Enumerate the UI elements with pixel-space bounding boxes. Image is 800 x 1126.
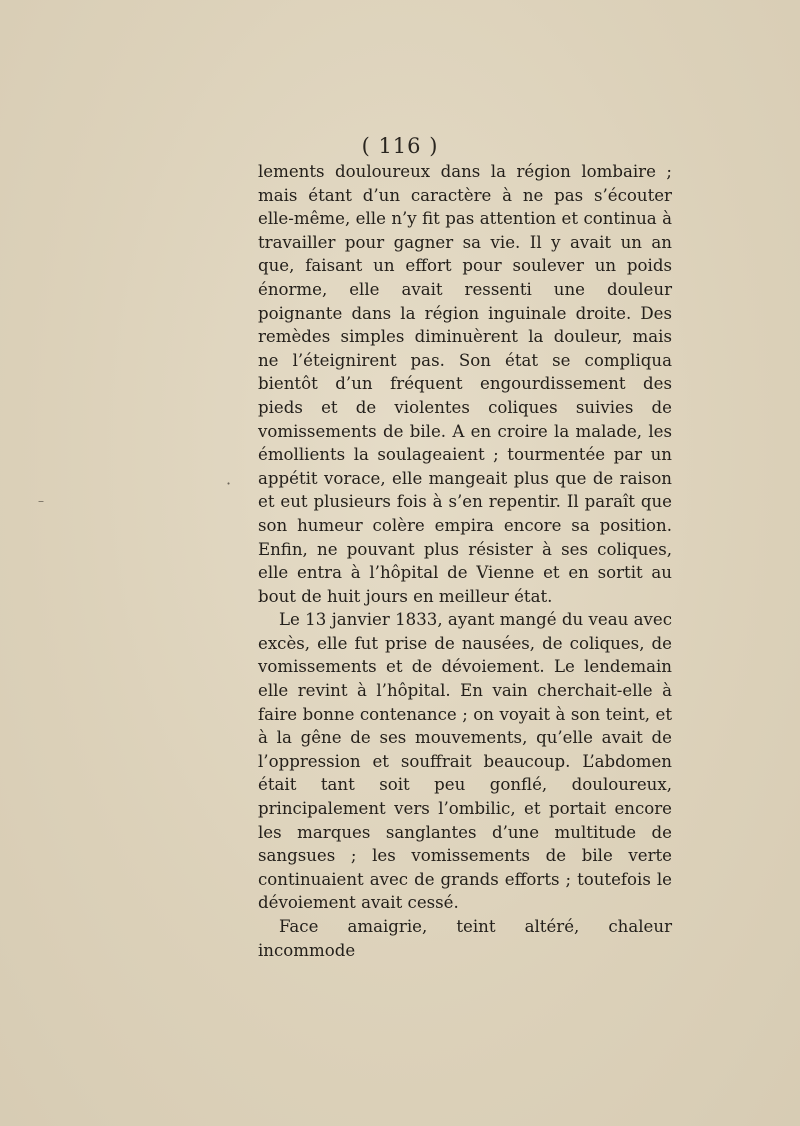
- page-number: ( 116 ): [361, 134, 439, 158]
- body-text: [258, 160, 672, 962]
- paragraph-1: lements douloureux dans la région lombaire ; mais étant d’un caractère à ne pas s’écouter elle-même, elle n’y fit pas attention et continua à travailler pour gagner sa vie. Il y avait un an que, faisant un effort pour soulever un poids énorme, elle avait ressenti une douleur poignante dans la région inguinale droite. Des remèdes simples diminuèrent la douleur, mais ne l’éteignirent pas. Son état se compliqua bientôt d’un fréquent engourdissement des pieds et de violentes coliques suivies de vomissements de bile. A en croire la malade, les émollients la soulageaient ; tourmentée par un appétit vorace, elle mangeait plus que de raison et eut plusieurs fois à s’en repentir. Il paraît que son humeur colère empira encore sa position. Enfin, ne pouvant plus résister à ses coliques, elle entra à l’hôpital de Vienne et en sortit au bout de huit jours en meilleur état.: [258, 162, 672, 606]
- margin-mark-dot: ·: [226, 474, 232, 493]
- paragraph-2: Le 13 janvier 1833, ayant mangé du veau avec excès, elle fut prise de nausées, de coliques, de vomissements et de dévoiement. Le lendemain elle revint à l’hôpital. En vain cherchait-elle à faire bonne contenance ; on voyait à son teint, et à la gêne de ses mouvements, qu’elle avait de l’oppression et souffrait beaucoup. L’abdomen était tant soit peu gonflé, douloureux, principalement vers l’ombilic, et portait encore les marques sanglantes d’une multitude de sangsues ; les vomissements de bile verte continuaient avec de grands efforts ; toutefois le dévoiement avait cessé.: [258, 610, 672, 913]
- margin-mark-dash: –: [38, 494, 44, 508]
- paragraph-3: Face amaigrie, teint altéré, chaleur incommode: [258, 917, 672, 960]
